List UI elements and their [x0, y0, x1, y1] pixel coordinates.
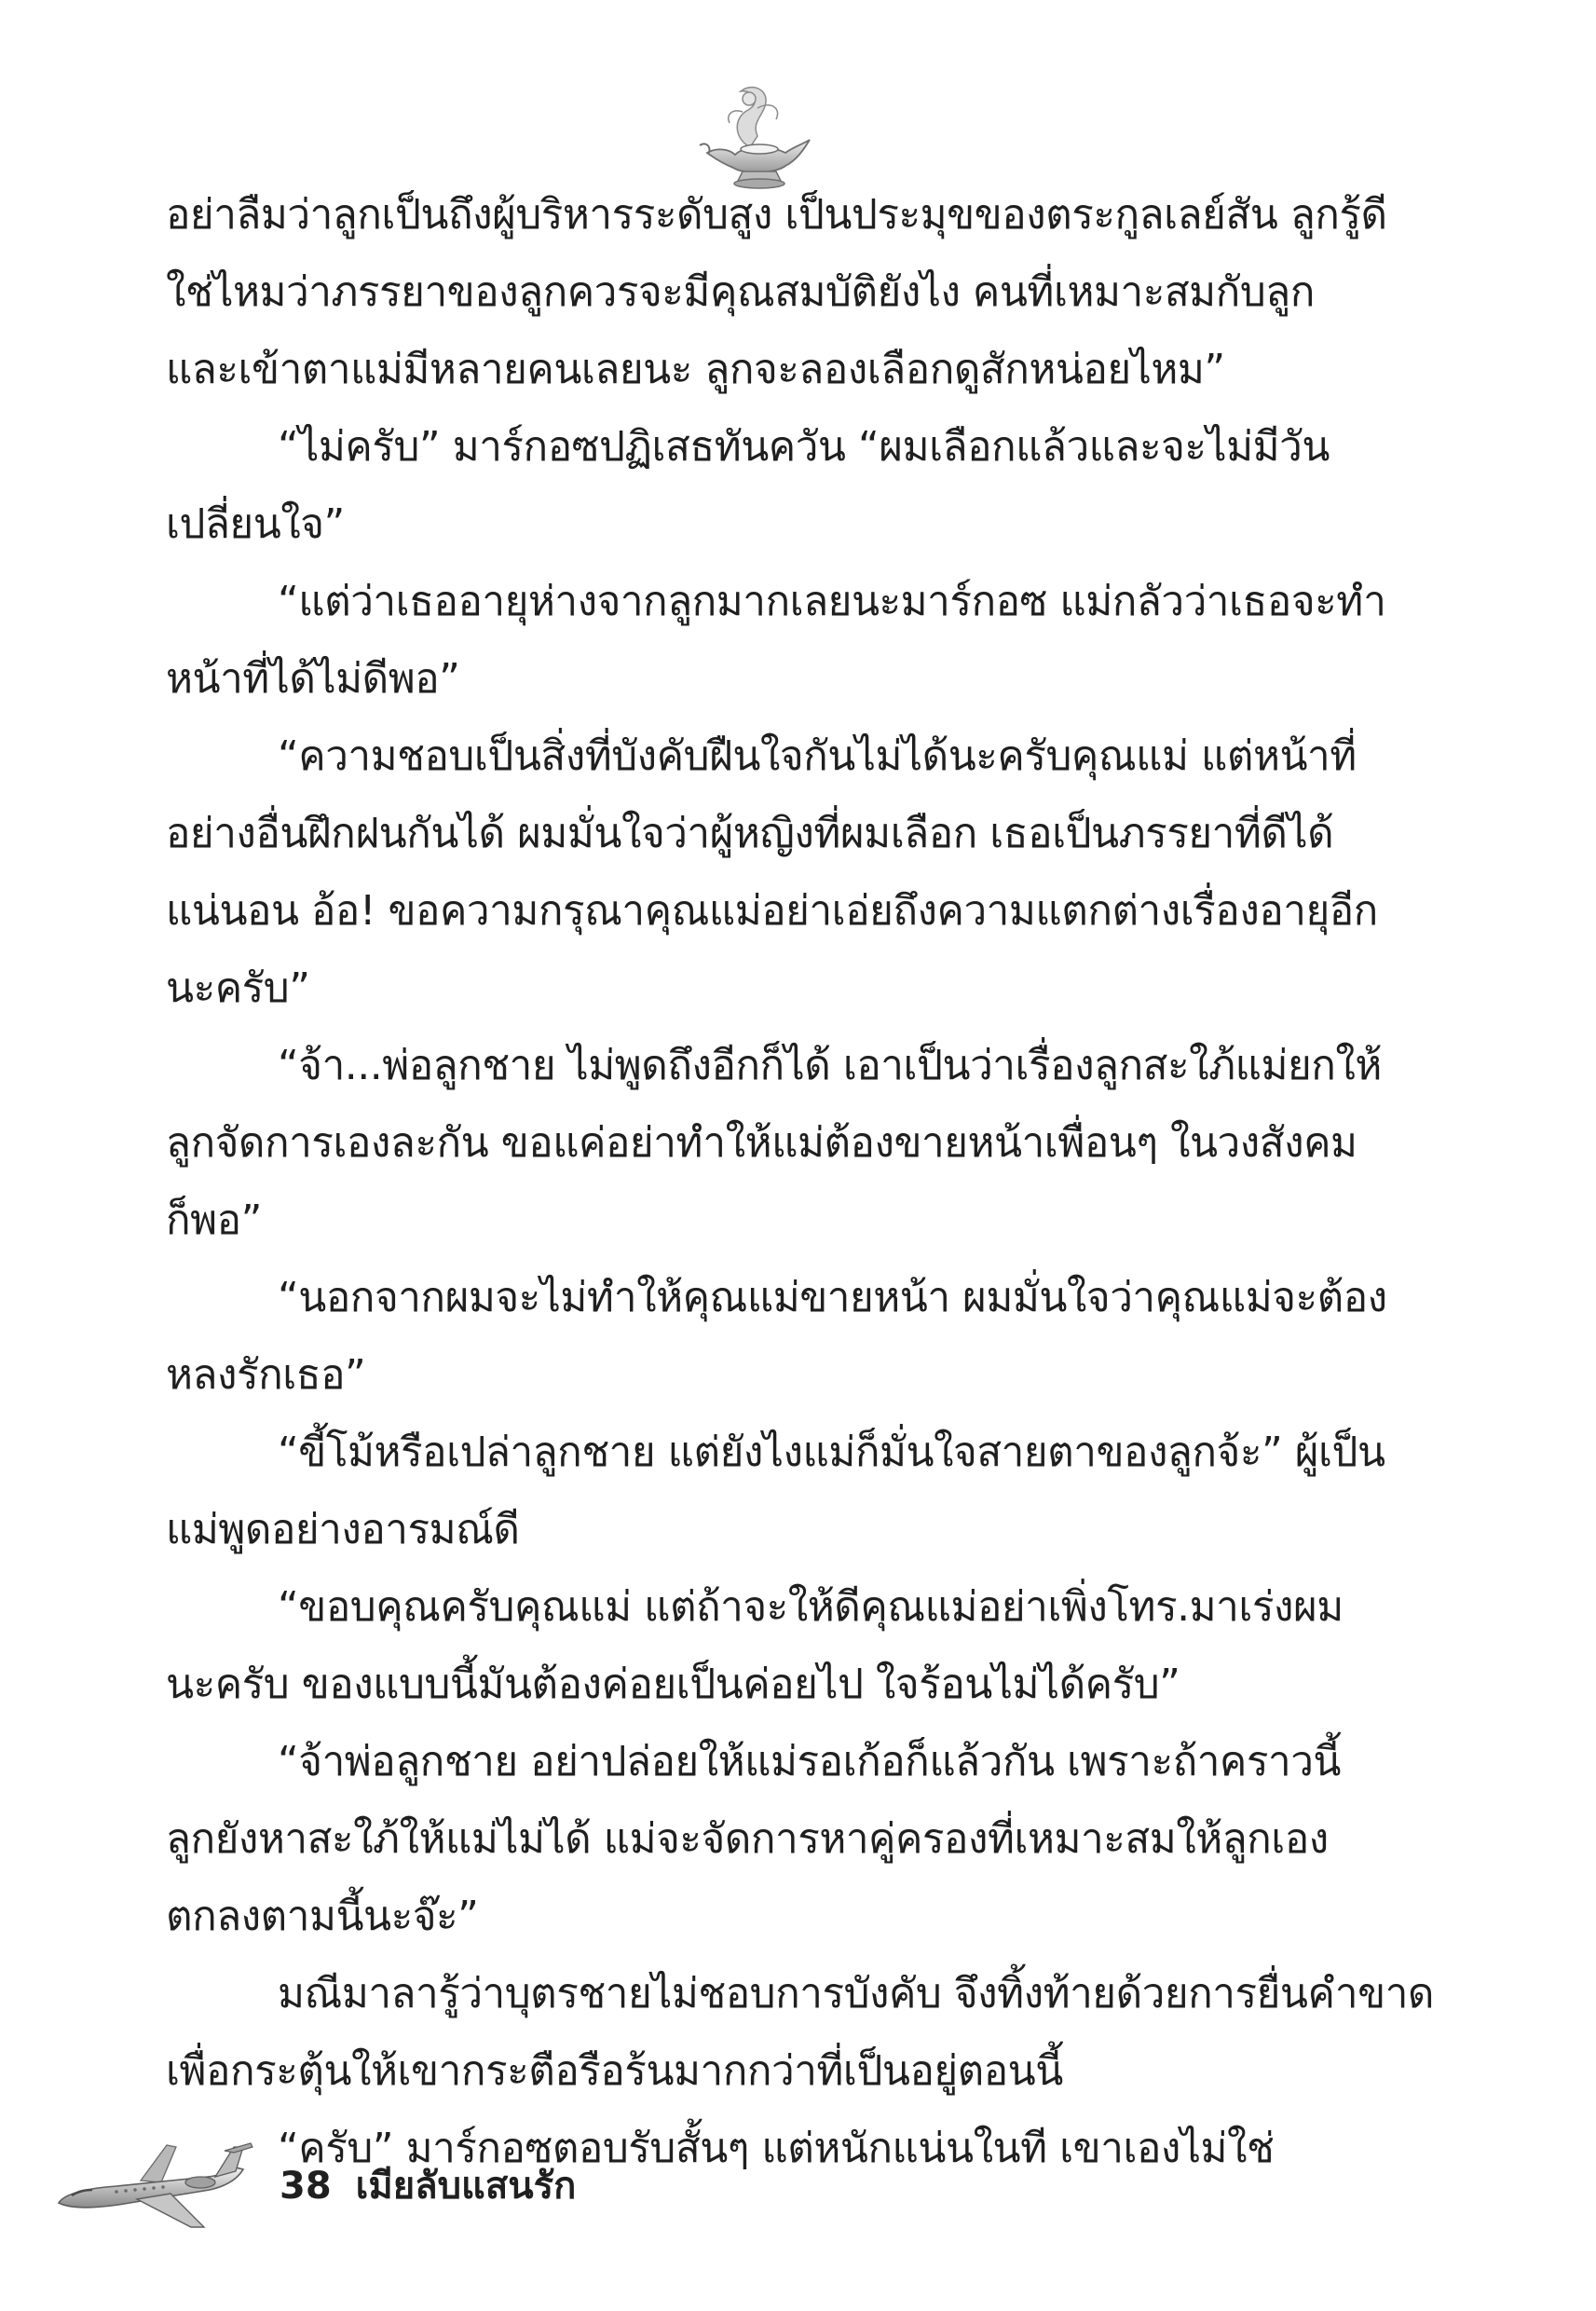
- text-line: มณีมาลารู้ว่าบุตรชายไม่ชอบการบังคับ จึงทิ้งท้ายด้วยการยื่นคำขาด: [278, 1970, 1434, 2017]
- text-line: หลงรักเธอ”: [166, 1351, 366, 1399]
- text-line: และเข้าตาแม่มีหลายคนเลยนะ ลูกจะลองเลือกดูสักหน่อยไหม”: [166, 346, 1225, 393]
- text-line: “นอกจากผมจะไม่ทำให้คุณแม่ขายหน้า ผมมั่นใจว่าคุณแม่จะต้อง: [278, 1274, 1387, 1321]
- text-line: “จ้าพ่อลูกชาย อย่าปล่อยให้แม่รอเก้อก็แล้วกัน เพราะถ้าคราวนี้: [278, 1738, 1341, 1785]
- book-title: เมียลับแสนรัก: [355, 2165, 577, 2208]
- text-line: ก็พอ”: [166, 1197, 262, 1244]
- text-line: เพื่อกระตุ้นให้เขากระตือรือร้นมากกว่าที่เป็นอยู่ตอนนี้: [166, 2047, 1063, 2095]
- page-footer: [280, 2158, 576, 2214]
- text-line: “ครับ” มาร์กอซตอบรับสั้นๆ แต่หนักแน่นในที เขาเองไม่ใช่: [278, 2125, 1275, 2172]
- text-line: นะครับ”: [166, 964, 310, 1012]
- text-line: “ไม่ครับ” มาร์กอซปฏิเสธทันควัน “ผมเลือกแล้วและจะไม่มีวัน: [278, 423, 1330, 471]
- airplane-icon: [51, 2134, 256, 2236]
- text-line: อย่าลืมว่าลูกเป็นถึงผู้บริหารระดับสูง เป็นประมุขของตระกูลเลย์สัน ลูกรู้ดี: [166, 191, 1387, 239]
- text-line: “ขี้โม้หรือเปล่าลูกชาย แต่ยังไงแม่ก็มั่นใจสายตาของลูกจ้ะ” ผู้เป็น: [278, 1429, 1385, 1476]
- genie-lamp-icon: [696, 80, 812, 190]
- text-line: ตกลงตามนี้นะจ๊ะ”: [166, 1893, 479, 1940]
- text-line: “ความชอบเป็นสิ่งที่บังคับฝืนใจกันไม่ได้นะครับคุณแม่ แต่หน้าที่: [278, 732, 1357, 780]
- text-line: “ขอบคุณครับคุณแม่ แต่ถ้าจะให้ดีคุณแม่อย่าเพิ่งโทร.มาเร่งผม: [278, 1583, 1344, 1631]
- page-number: 38: [280, 2165, 332, 2208]
- text-line: นะครับ ของแบบนี้มันต้องค่อยเป็นค่อยไป ใจร้อนไม่ได้ครับ”: [166, 1661, 1180, 1708]
- text-line: “จ้า...พ่อลูกชาย ไม่พูดถึงอีกก็ได้ เอาเป็นว่าเรื่องลูกสะใภ้แม่ยกให้: [278, 1042, 1382, 1089]
- text-line: หน้าที่ได้ไม่ดีพอ”: [166, 655, 460, 703]
- text-line: ลูกจัดการเองละกัน ขอแค่อย่าทำให้แม่ต้องขายหน้าเพื่อนๆ ในวงสังคม: [166, 1119, 1357, 1167]
- text-line: อย่างอื่นฝึกฝนกันได้ ผมมั่นใจว่าผู้หญิงที่ผมเลือก เธอเป็นภรรยาที่ดีได้: [166, 810, 1334, 857]
- text-line: เปลี่ยนใจ”: [166, 500, 345, 548]
- text-line: แน่นอน อ้อ! ขอความกรุณาคุณแม่อย่าเอ่ยถึงความแตกต่างเรื่องอายุอีก: [166, 887, 1378, 935]
- text-line: ใช่ไหมว่าภรรยาของลูกควรจะมีคุณสมบัติยังไง คนที่เหมาะสมกับลูก: [166, 268, 1315, 316]
- text-line: แม่พูดอย่างอารมณ์ดี: [166, 1506, 520, 1553]
- text-line: “แต่ว่าเธออายุห่างจากลูกมากเลยนะมาร์กอซ แม่กลัวว่าเธอจะทำ: [278, 578, 1386, 625]
- text-line: ลูกยังหาสะใภ้ให้แม่ไม่ได้ แม่จะจัดการหาคู่ครองที่เหมาะสมให้ลูกเอง: [166, 1815, 1329, 1863]
